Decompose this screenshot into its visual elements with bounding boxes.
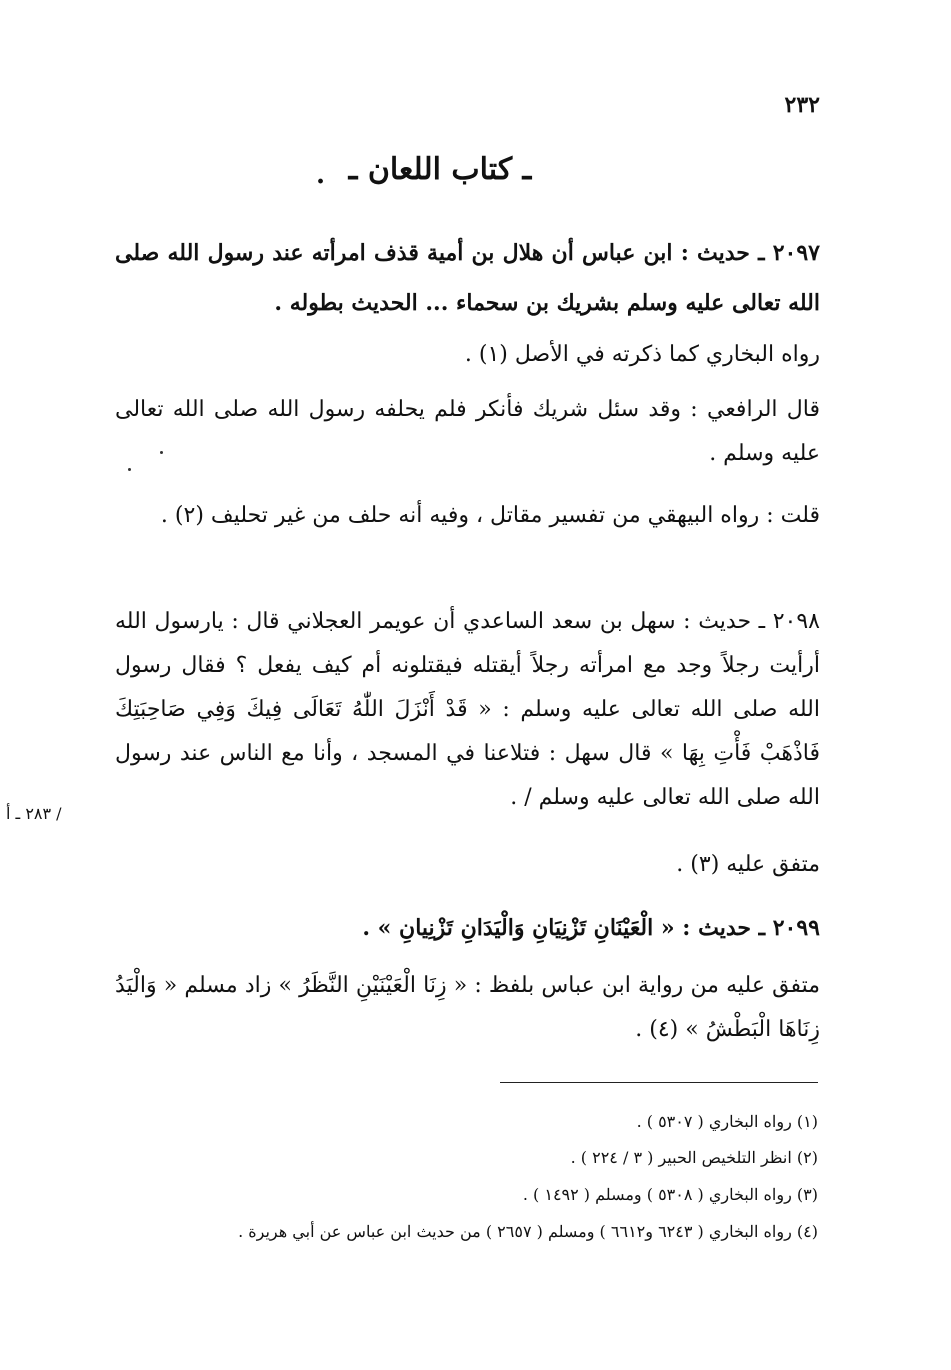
footnote-1: (١) رواه البخاري ( ٥٣٠٧ ) . <box>636 1112 818 1131</box>
page-number: ٢٣٢ <box>784 92 820 118</box>
scan-speck <box>160 451 163 454</box>
manuscript-folio-marker: / ٢٨٣ ـ أ <box>6 804 62 823</box>
narration-bukhari-1: رواه البخاري كما ذكرته في الأصل (١) . <box>464 342 820 367</box>
ibn-abbas-narration: متفق عليه من رواية ابن عباس بلفظ : « زِنَا الْعَيْنَيْنِ النَّظَرُ » زاد مسلم « وَالْيَدُ زِنَاهَا الْبَطْشُ » (٤) . <box>115 973 820 1042</box>
hadith-2098: ٢٠٩٨ ـ حديث : سهل بن سعد الساعدي أن عويمر العجلاني قال : يارسول الله أرأيت رجلاً وجد مع امرأته رجلاً أيقتله فيقتلونه أم كيف يفعل ؟ فقال رسول الله صلى الله تعالى عليه وسلم : « قَدْ أَنْزَلَ اللّٰهُ تَعَالَى فِيكَ وَفِي صَاحِبَتِكَ فَاذْهَبْ فَأْتِ بِهَا » قال سهل : فتلاعنا في المسجد ، وأنا مع الناس عند رسول الله صلى الله تعالى عليه وسلم / . <box>115 609 820 810</box>
bayhaqi-note: قلت : رواه البيهقي من تفسير مقاتل ، وفيه أنه حلف من غير تحليف (٢) . <box>160 503 820 528</box>
title-dot: . <box>316 160 326 190</box>
agreed-upon-note: متفق عليه (٣) . <box>676 852 820 877</box>
hadith-2097: ٢٠٩٧ ـ حديث : ابن عباس أن هلال بن أمية قذف امرأته عند رسول الله صلى الله تعالى عليه وسلم بشريك بن سحماء ... الحديث بطوله . <box>115 240 820 316</box>
chapter-title: ـ كتاب اللعان ـ <box>348 152 532 187</box>
footnote-2: (٢) انظر التلخيص الحبير ( ٣ / ٢٢٤ ) . <box>570 1148 818 1167</box>
scan-speck <box>128 468 131 471</box>
footnote-divider <box>500 1082 818 1083</box>
footnote-4: (٤) رواه البخاري ( ٦٢٤٣ و٦٦١٢ ) ومسلم ( ٢٦٥٧ ) من حديث ابن عباس عن أبي هريرة . <box>238 1222 818 1241</box>
hadith-2099: ٢٠٩٩ ـ حديث : « الْعَيْنَانِ تَزْنِيَانِ وَالْيَدَانِ تَزْنِيانِ » . <box>362 915 820 941</box>
footnote-3: (٣) رواه البخاري ( ٥٣٠٨ ) ومسلم ( ١٤٩٢ ) . <box>522 1185 818 1204</box>
rafii-statement: قال الرافعي : وقد سئل شريك فأنكر فلم يحلفه رسول الله صلى الله تعالى عليه وسلم . <box>115 397 820 466</box>
